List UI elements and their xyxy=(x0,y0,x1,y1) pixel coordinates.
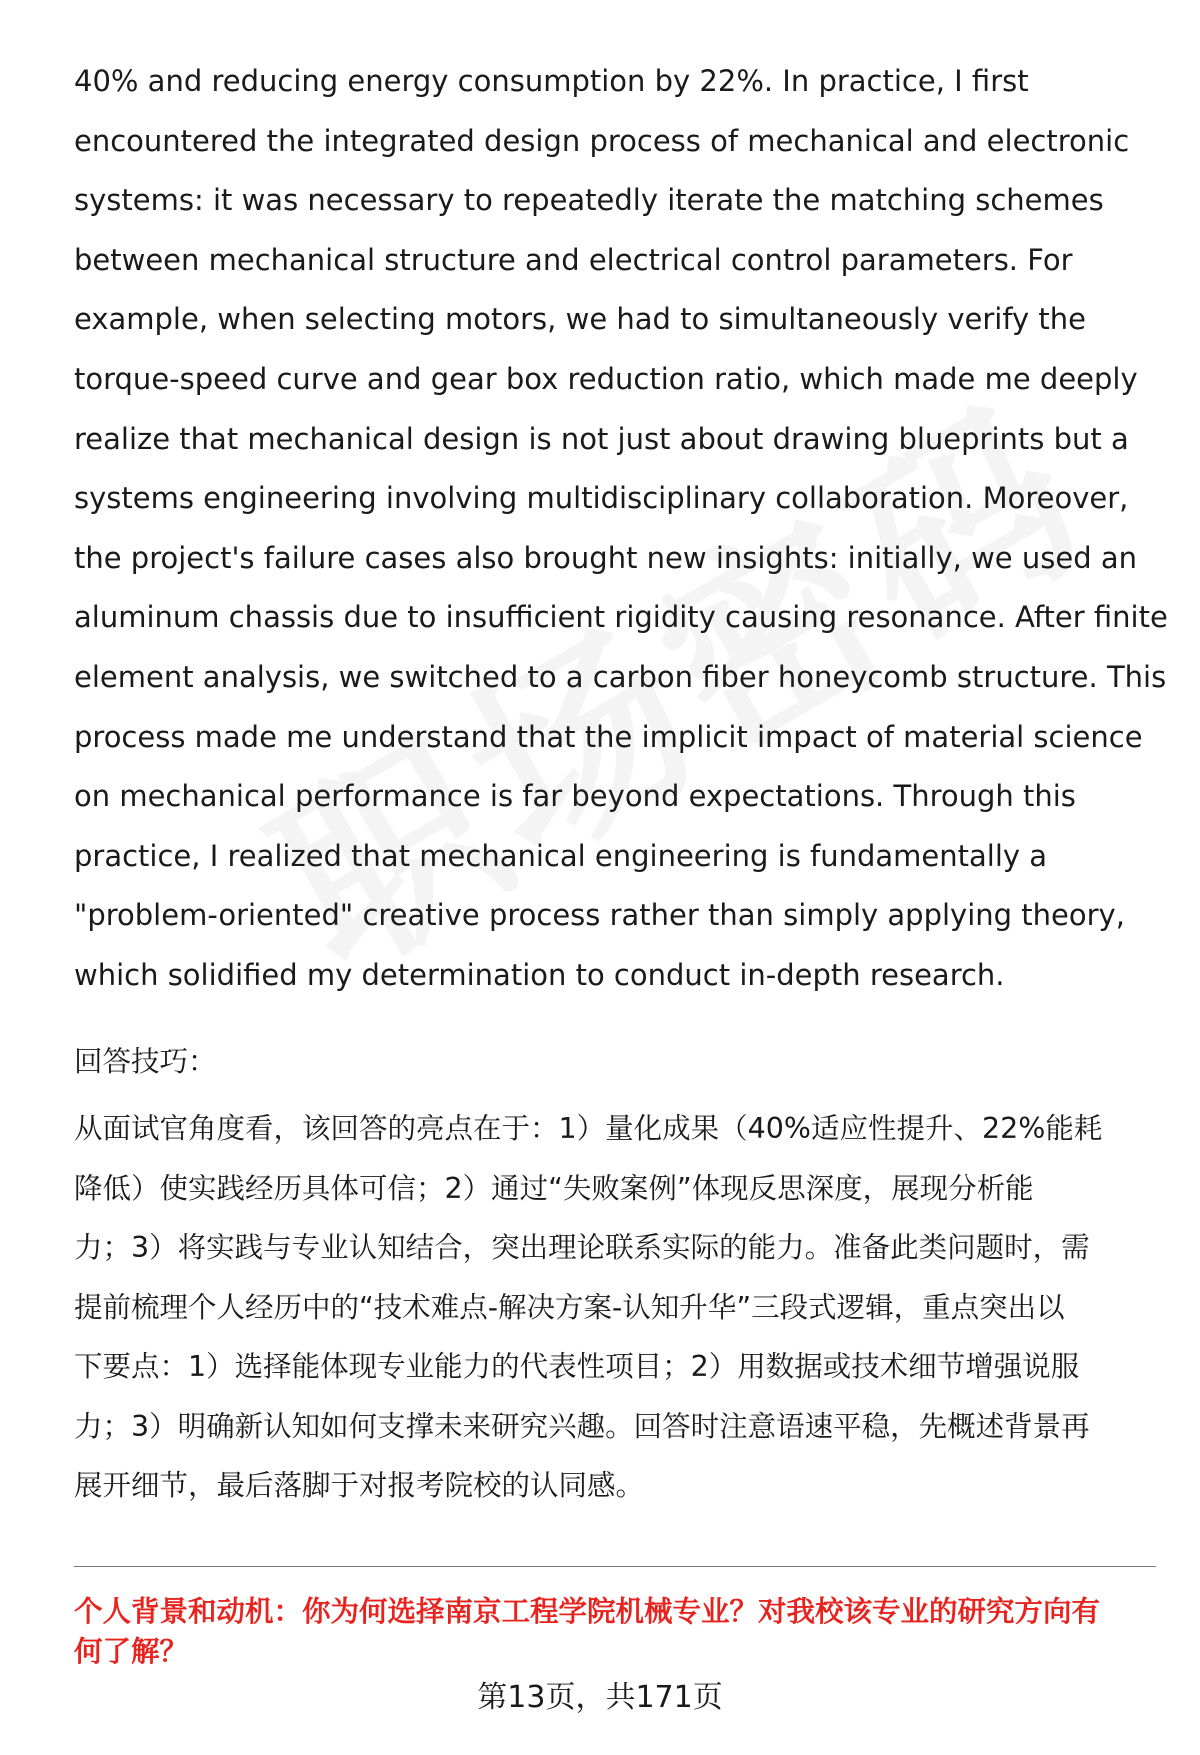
tips-paragraph xyxy=(74,1099,1154,1516)
tips-line: 降低）使实践经历具体可信；2）通过“失败案例”体现反思深度，展现分析能 xyxy=(74,1171,1034,1205)
paragraph-line: encountered the integrated design process of mechanical and electronic xyxy=(74,123,1130,158)
paragraph-line: torque-speed curve and gear box reduction ratio, which made me deeply xyxy=(74,361,1138,396)
paragraph-line: systems engineering involving multidisciplinary collaboration. Moreover, xyxy=(74,481,1129,516)
paragraph-line: process made me understand that the implicit impact of material science xyxy=(74,719,1143,754)
paragraph-line: between mechanical structure and electrical control parameters. For xyxy=(74,242,1073,277)
paragraph-line: example, when selecting motors, we had to simultaneously verify the xyxy=(74,302,1087,337)
tips-line: 从面试官角度看，该回答的亮点在于：1）量化成果（40%适应性提升、22%能耗 xyxy=(74,1112,1103,1145)
tips-line: 展开细节，最后落脚于对报考院校的认同感。 xyxy=(74,1469,645,1502)
next-question-heading xyxy=(74,1592,1164,1672)
paragraph-line: which solidified my determination to conduct in-depth research. xyxy=(74,957,1005,992)
answer-paragraph xyxy=(74,52,1168,1006)
page-number: 第13页，共171页 xyxy=(477,1680,723,1715)
paragraph-line: systems: it was necessary to repeatedly iterate the matching schemes xyxy=(74,183,1104,218)
tips-line: 下要点：1）选择能体现专业能力的代表性项目；2）用数据或技术细节增强说服 xyxy=(74,1350,1080,1383)
paragraph-line: 40% and reducing energy consumption by 22%. In practice, I first xyxy=(74,64,1029,98)
paragraph-line: on mechanical performance is far beyond expectations. Through this xyxy=(74,779,1076,814)
section-divider xyxy=(74,1566,1156,1567)
paragraph-line: element analysis, we switched to a carbon fiber honeycomb structure. This xyxy=(74,659,1167,694)
question-line: 何了解？ xyxy=(74,1635,189,1668)
paragraph-line: practice, I realized that mechanical engineering is fundamentally a xyxy=(74,838,1048,873)
tips-line: 力；3）明确新认知如何支撑未来研究兴趣。回答时注意语速平稳，先概述背景再 xyxy=(74,1409,1090,1443)
paragraph-line: "problem-oriented" creative process rather than simply applying theory, xyxy=(74,898,1125,933)
tips-heading: 回答技巧： xyxy=(74,1045,217,1078)
paragraph-line: aluminum chassis due to insufficient rigidity causing resonance. After finite xyxy=(74,600,1168,635)
question-line: 个人背景和动机：你为何选择南京工程学院机械专业？对我校该专业的研究方向有 xyxy=(74,1595,1101,1628)
paragraph-line: the project's failure cases also brought new insights: initially, we used an xyxy=(74,540,1137,575)
tips-line: 力；3）将实践与专业认知结合，突出理论联系实际的能力。准备此类问题时，需 xyxy=(74,1231,1090,1264)
paragraph-line: realize that mechanical design is not just about drawing blueprints but a xyxy=(74,421,1129,456)
tips-line: 提前梳理个人经历中的“技术难点-解决方案-认知升华”三段式逻辑，重点突出以 xyxy=(74,1290,1065,1324)
